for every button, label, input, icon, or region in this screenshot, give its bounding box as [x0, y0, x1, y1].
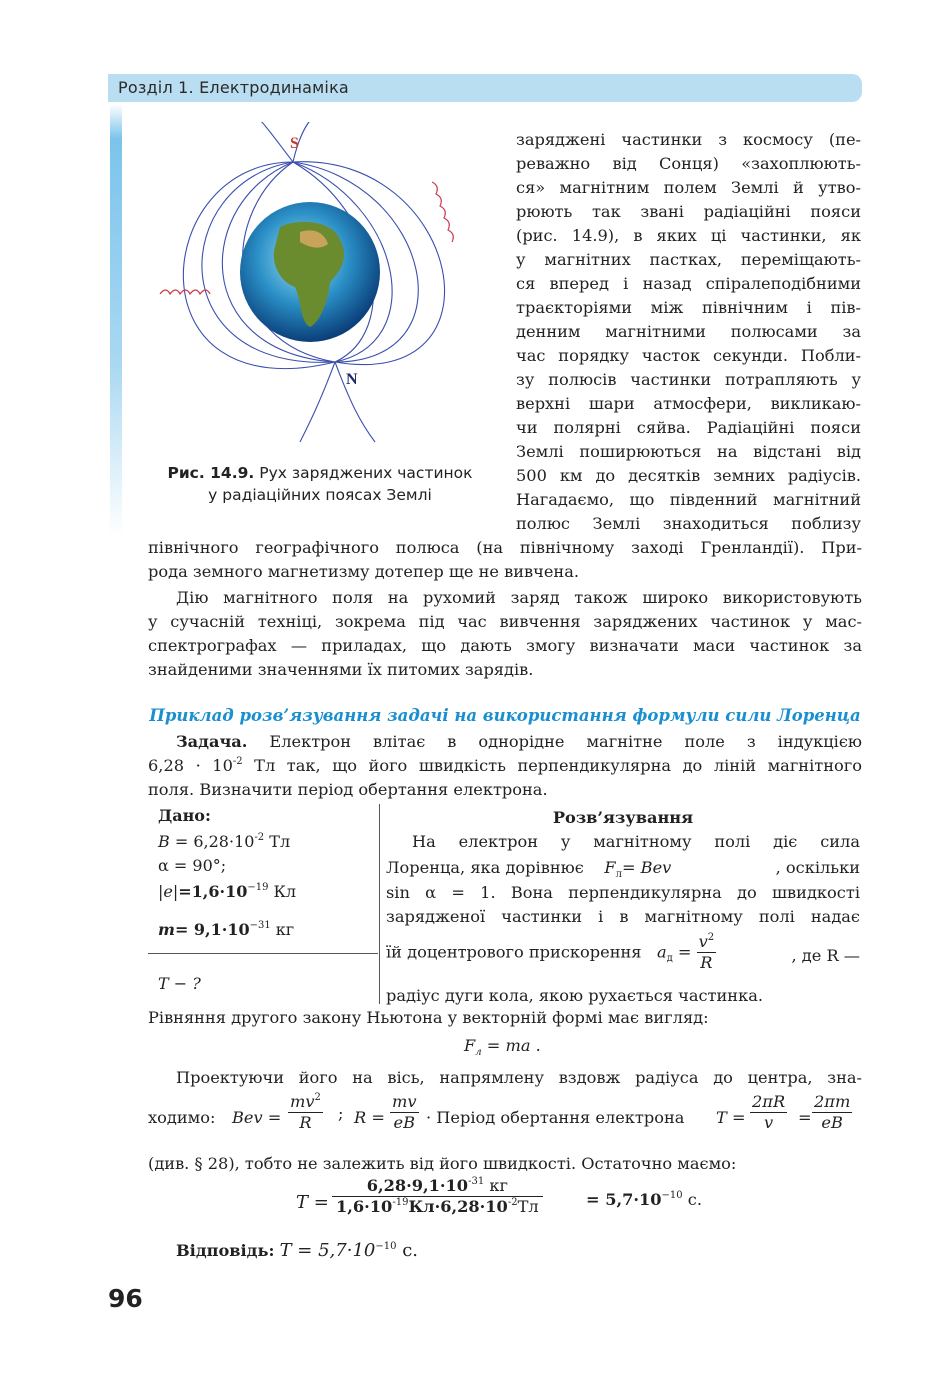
text-line: рода земного магнетизму дотепер ще не вивчена. — [148, 562, 580, 581]
text-line: На електрон у магнітному полі діє сила — [412, 832, 860, 851]
section-header — [108, 74, 862, 102]
answer-label: Відповідь: — [176, 1241, 275, 1260]
text-line: реважно від Сонця) «захоплюють- — [516, 154, 861, 173]
text-line: північного географічного полюса (на північному заході Гренландії). При- — [148, 538, 862, 557]
lorentz-force-line: Лоренца, яка дорівнює $F_л=$ Bev , оскільки — [386, 858, 860, 880]
task-text: Електрон влітає в однорідне магнітне поле з індукцією — [269, 732, 862, 751]
magnetic-field-illustration — [150, 122, 490, 452]
decorative-sidebar-bar — [110, 104, 122, 536]
text-line: спектрографах — приладах, що дають змогу визначати маси частинок за — [148, 636, 862, 655]
task-label: Задача. — [176, 732, 248, 751]
final-calculation: T = $6,28\cdot 9,1\cdot 10^{-31}$ кг $1,6\cdot 10^{-19}Кл\cdot 6,28\cdot 10^{-2}Тл$ = $5,7\cdot 10^{-10}$ с. — [296, 1176, 703, 1216]
answer-line: Відповідь: $T = 5,7\cdot 10^{-10}$ с. — [176, 1240, 419, 1261]
given-charge: $|e|=1,6\cdot 10^{-19}$ Кл — [158, 882, 297, 901]
task-text: поля. Визначити період обертання електрона. — [148, 780, 548, 799]
acceleration-line: їй доцентрового прискорення $a_д$ = $\frac{v^2}{R}$ , де R — — [386, 932, 860, 972]
text-line: (рис. 14.9), в яких ці частинки, як — [516, 226, 861, 245]
reference-line: (див. § 28), тобто не залежить від його швидкості. Остаточно маємо: — [148, 1154, 737, 1173]
given-find: T − ? — [158, 974, 201, 993]
text-line: sin α = 1. Вона перпендикулярна до швидкості — [386, 883, 860, 902]
caption-label: Рис. 14.9. — [167, 464, 255, 482]
text-line: знайденими значеннями їх питомих зарядів. — [148, 660, 534, 679]
paragraph-mass-spectrograph — [148, 586, 862, 682]
induction-value: 6,28 · 10 — [148, 756, 233, 775]
newton-law-line: Рівняння другого закону Ньютона у векторній формі має вигляд: — [148, 1008, 709, 1027]
text-line: у сучасній техніці, зокрема під час вивчення заряджених частинок у мас- — [148, 612, 862, 631]
text-line: рюють так звані радіаційні пояси — [516, 202, 861, 221]
caption-text-line2: у радіаційних поясах Землі — [208, 486, 432, 504]
table-divider-horizontal — [148, 953, 378, 954]
newton-vector-equation: $F_л$ = ma . — [464, 1036, 541, 1058]
final-result: = $5,7\cdot 10^{-10}$ с. — [586, 1190, 703, 1209]
final-fraction: $6,28\cdot 9,1\cdot 10^{-31}$ кг $1,6\cdot 10^{-19}Кл\cdot 6,28\cdot 10^{-2}Тл$ — [332, 1176, 543, 1217]
text-line: 500 км до десятків земних радіусів. — [516, 466, 861, 485]
text-line: траєкторіями між північним і пів- — [516, 298, 861, 317]
text-line: ся вперед і назад спіралеподібними — [516, 274, 861, 293]
table-divider-vertical — [379, 804, 380, 1004]
text-line: радіус дуги кола, якою рухається частинка. — [386, 986, 763, 1005]
given-mass: $m= 9,1\cdot 10^{-31}$ кг — [158, 920, 295, 939]
text-line: зарядженої частинки і в магнітному полі надає — [386, 907, 860, 926]
task-text: Тл так, що його швидкість перпендикулярна до ліній магнітного — [254, 756, 862, 775]
paragraph-geomagnetism — [148, 536, 862, 584]
given-block — [148, 804, 380, 1004]
given-title: Дано: — [158, 806, 211, 825]
figure-caption — [140, 462, 500, 506]
caption-text-line1: Рух заряджених частинок — [259, 464, 473, 482]
south-pole-label: S — [290, 135, 299, 152]
projection-line: Проектуючи його на вісь, напрямлену вздовж радіуса до центра, зна- — [176, 1068, 862, 1087]
text-line: ся» магнітним полем Землі й утво- — [516, 178, 861, 197]
text-line: Дію магнітного поля на рухомий заряд також широко використовують — [176, 588, 862, 607]
task-statement: Задача. Електрон влітає в однорідне магнітне поле з індукцією $6,28 \cdot 10^{-2}$ Тл так, що його швидкість перпендикулярна до ліній магнітного поля. Визначити період обертання електрона. — [148, 730, 862, 802]
text-line: верхні шари атмосфери, викликаю- — [516, 394, 861, 413]
text-line: Землі поширюються на відстані від — [516, 442, 861, 461]
v2-over-R: $\frac{v^2}{R}$ — [698, 932, 715, 972]
page-number: 96 — [108, 1284, 143, 1313]
2pim-over-eB: $\frac{2\pi m}{eB}$ — [814, 1092, 851, 1132]
text-line: денним магнітними полюсами за — [516, 322, 861, 341]
text-line: час порядку часток секунди. Побли- — [516, 346, 861, 365]
particle-spiral-right — [432, 182, 453, 242]
text-line: зу полюсів частинки потрапляють у — [516, 370, 861, 389]
given-alpha: α = 90°; — [158, 856, 227, 875]
mv-over-eB: $\frac{mv}{eB}$ — [392, 1092, 417, 1132]
text-line: Нагадаємо, що південний магнітний — [516, 490, 861, 509]
derivation-line: ходимо: Bev = $\frac{mv^2}{R}$ ; R = $\frac{mv}{eB}$ · Період обертання електрона T = $\frac{2\pi R}{v}$ = $\frac{2\pi m}{eB}$ — [148, 1092, 851, 1132]
text-line: чи полярні сяйва. Радіаційні пояси — [516, 418, 861, 437]
earth-magnetic-field-figure — [150, 122, 490, 452]
north-pole-label: N — [346, 371, 358, 388]
example-heading: Приклад розв’язування задачі на використання формули сили Лоренца — [149, 706, 861, 725]
section-title: Розділ 1. Електродинаміка — [118, 78, 349, 97]
solution-title: Розв’язування — [552, 808, 694, 827]
2piR-over-v: $\frac{2\pi R}{v}$ — [752, 1092, 786, 1132]
text-line: у магнітних пастках, переміщають- — [516, 250, 861, 269]
given-B: $B = 6,28\cdot 10^{-2}$ Тл — [158, 832, 291, 851]
text-line: полюс Землі знаходиться поблизу — [516, 514, 861, 533]
mv2-over-R: $\frac{mv^2}{R}$ — [290, 1092, 321, 1132]
right-column-text — [516, 128, 861, 536]
text-line: заряджені частинки з космосу (пе- — [516, 130, 861, 149]
